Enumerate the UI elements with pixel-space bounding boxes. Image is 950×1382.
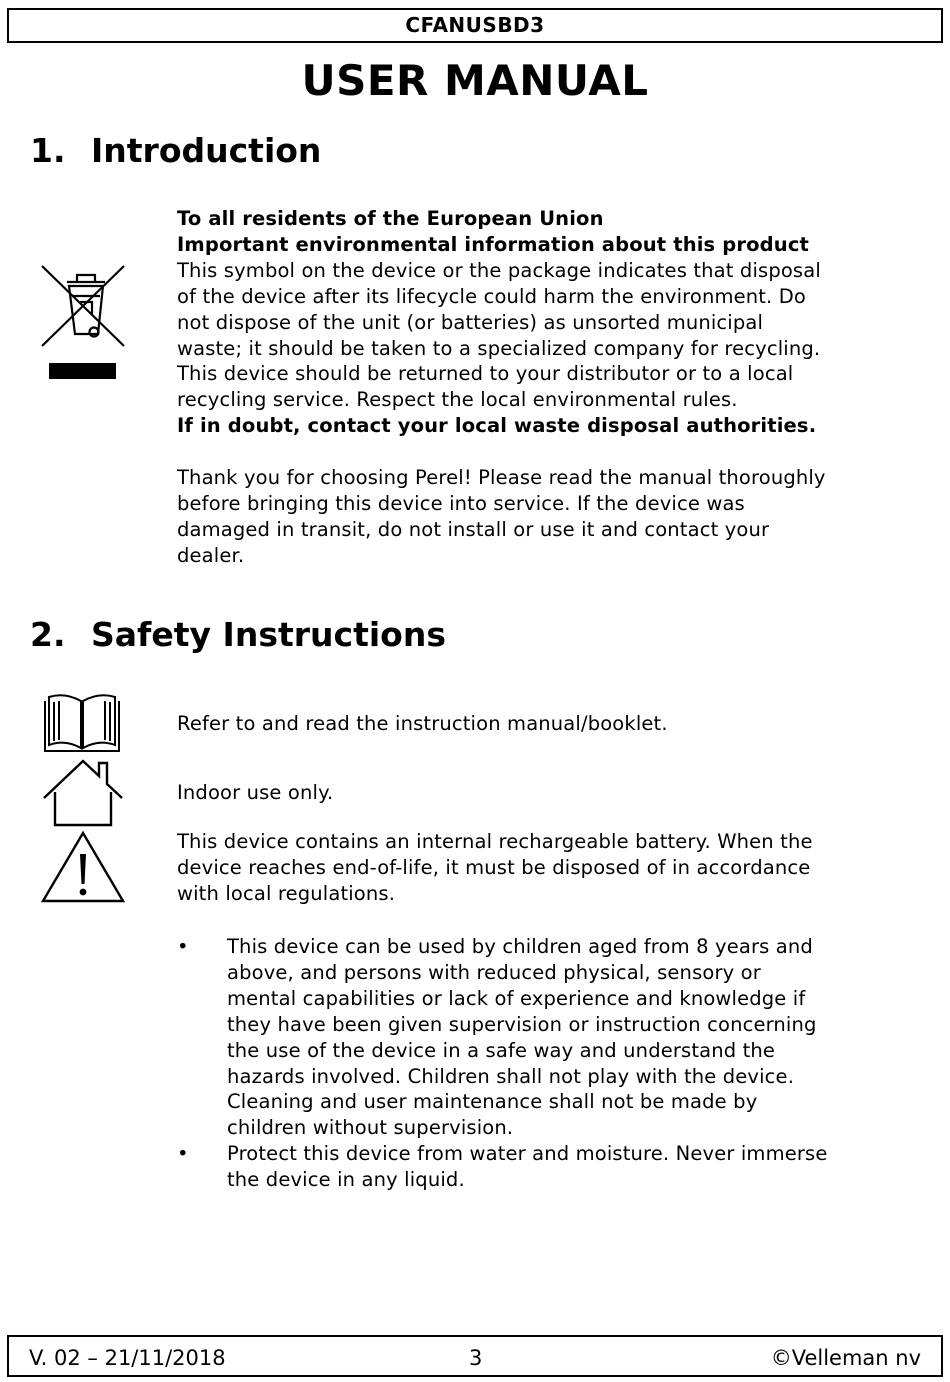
weee-body-line: recycling service. Respect the local environmental rules. bbox=[177, 388, 738, 412]
bullet-line: the device in any liquid. bbox=[227, 1168, 465, 1192]
weee-closing: If in doubt, contact your local waste disposal authorities. bbox=[177, 414, 817, 438]
house-icon bbox=[41, 758, 125, 828]
bullet-line: This device can be used by children aged from 8 years and bbox=[227, 935, 813, 958]
weee-heading-eu: To all residents of the European Union bbox=[177, 207, 604, 230]
weee-body-line: of the device after its lifecycle could harm the environment. Do bbox=[177, 284, 807, 308]
bullet-marker: • bbox=[177, 1142, 189, 1166]
bullet-line: the use of the device in a safe way and understand the bbox=[227, 1038, 776, 1062]
section-title: Introduction bbox=[91, 131, 322, 170]
bullet-line: they have been given supervision or instruction concerning bbox=[227, 1012, 817, 1036]
list-item bbox=[177, 934, 897, 1141]
bullet-line: mental capabilities or lack of experience and knowledge if bbox=[227, 986, 806, 1010]
bullet-line: above, and persons with reduced physical, sensory or bbox=[227, 960, 761, 984]
indoor-use-instruction: Indoor use only. bbox=[177, 781, 334, 804]
battery-disposal-paragraph bbox=[177, 829, 897, 907]
footer-copyright: ©Velleman nv bbox=[770, 1346, 921, 1370]
footer-version: V. 02 – 21/11/2018 bbox=[29, 1346, 226, 1370]
bullet-line: Cleaning and user maintenance shall not be made by bbox=[227, 1090, 758, 1114]
footer-page-number: 3 bbox=[469, 1346, 483, 1370]
bullet-marker: • bbox=[177, 935, 189, 958]
section-heading-introduction bbox=[30, 131, 321, 170]
thank-you-line: dealer. bbox=[177, 543, 245, 567]
weee-body-line: waste; it should be taken to a specialized company for recycling. bbox=[177, 336, 821, 360]
page-footer bbox=[7, 1335, 943, 1377]
crossed-out-wheelie-bin-icon bbox=[40, 262, 126, 382]
weee-notice bbox=[177, 206, 897, 439]
document-model-header: CFANUSBD3 bbox=[7, 8, 943, 43]
open-book-icon bbox=[43, 693, 121, 753]
weee-heading-environment: Important environmental information about this product bbox=[177, 232, 809, 256]
thank-you-line: before bringing this device into service. If the device was bbox=[177, 491, 745, 515]
safety-bullet-list bbox=[177, 934, 897, 1193]
battery-line: with local regulations. bbox=[177, 881, 396, 905]
section-heading-safety bbox=[30, 615, 446, 654]
section-number: 1. bbox=[30, 131, 66, 170]
bullet-line: hazards involved. Children shall not play with the device. bbox=[227, 1064, 795, 1088]
document-title: USER MANUAL bbox=[301, 56, 649, 105]
list-item bbox=[177, 1141, 897, 1193]
thank-you-paragraph bbox=[177, 465, 897, 569]
weee-body-line: This symbol on the device or the package indicates that disposal bbox=[177, 258, 821, 282]
battery-line: device reaches end-of-life, it must be disposed of in accordance bbox=[177, 855, 811, 879]
warning-triangle-icon bbox=[40, 830, 126, 904]
weee-body-line: not dispose of the unit (or batteries) as unsorted municipal bbox=[177, 310, 764, 334]
weee-body-line: This device should be returned to your distributor or to a local bbox=[177, 362, 794, 386]
bullet-line: children without supervision. bbox=[227, 1116, 514, 1140]
thank-you-line: Thank you for choosing Perel! Please read the manual thoroughly bbox=[177, 466, 826, 489]
battery-line: This device contains an internal rechargeable battery. When the bbox=[177, 830, 813, 853]
read-manual-instruction: Refer to and read the instruction manual/booklet. bbox=[177, 712, 668, 735]
section-title: Safety Instructions bbox=[91, 615, 446, 654]
bullet-line: Protect this device from water and moisture. Never immerse bbox=[227, 1142, 828, 1166]
thank-you-line: damaged in transit, do not install or use it and contact your bbox=[177, 517, 770, 541]
section-number: 2. bbox=[30, 615, 66, 654]
